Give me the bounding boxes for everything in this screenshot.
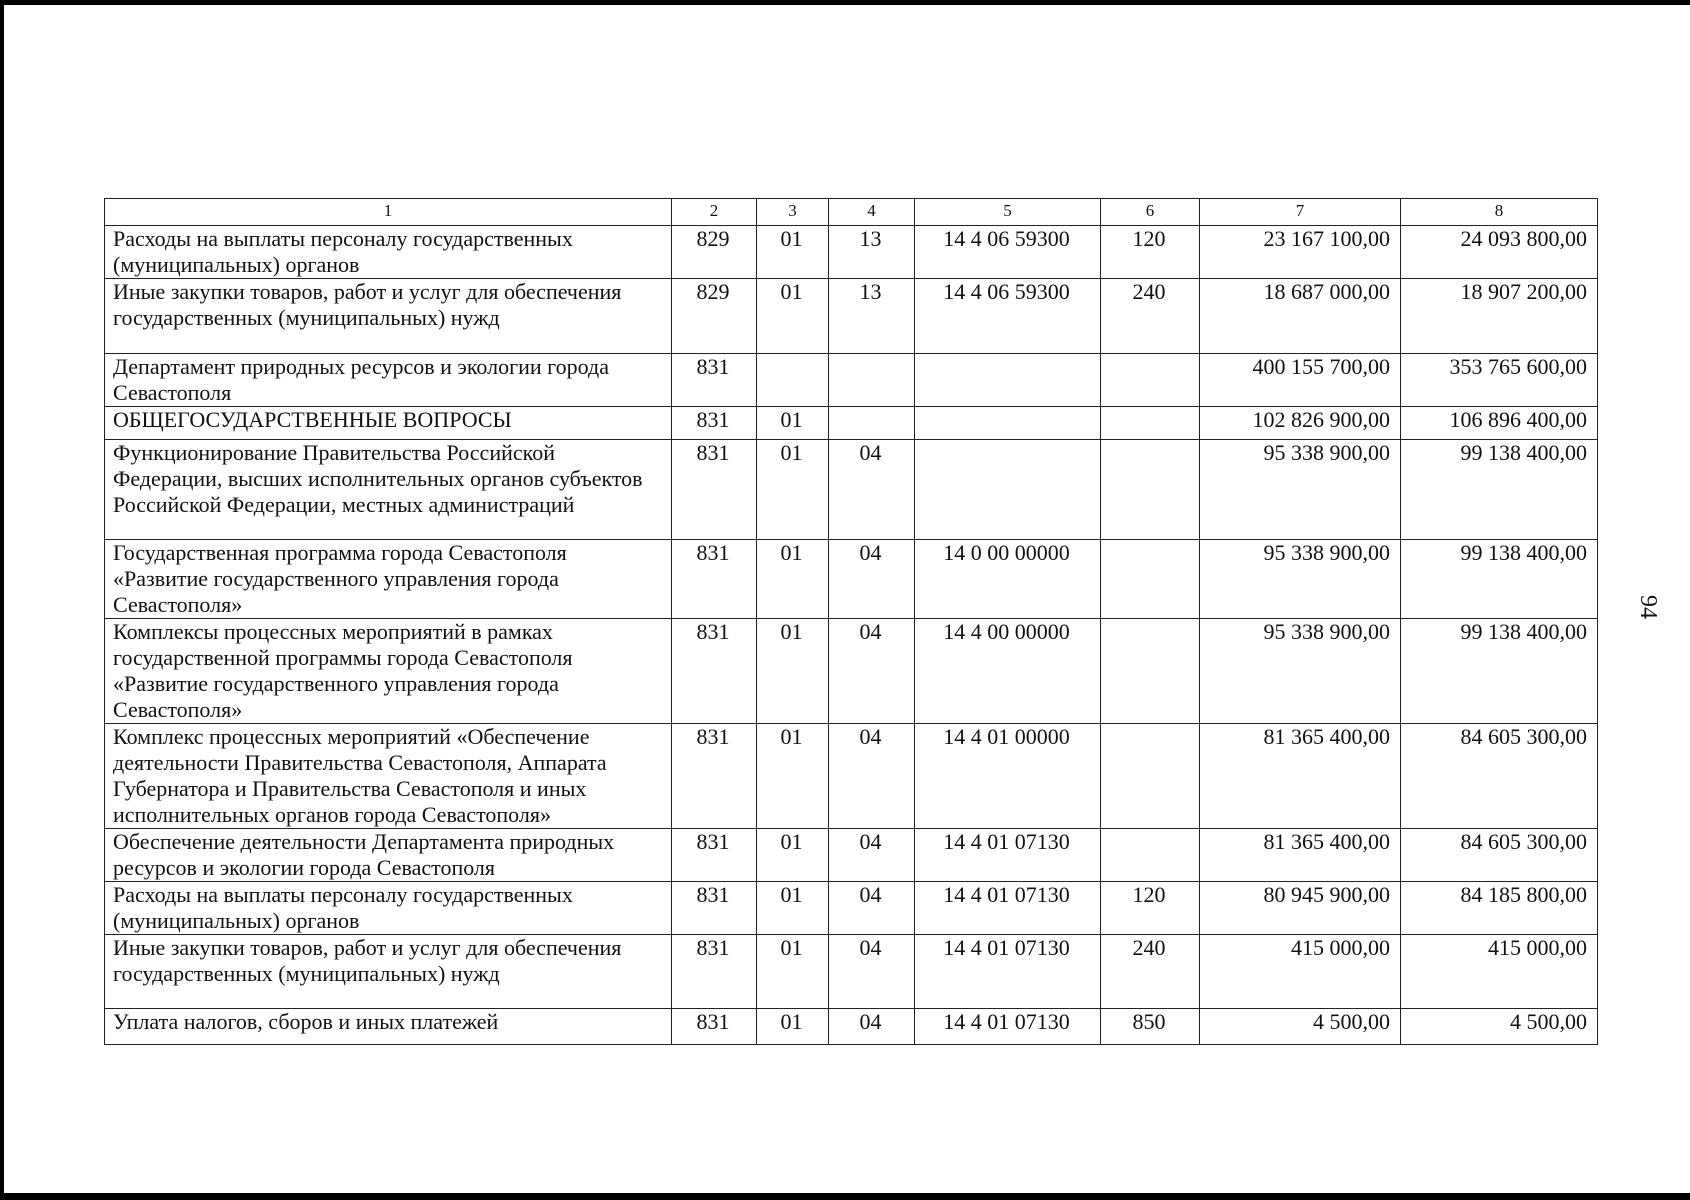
table-row bbox=[105, 1009, 1598, 1045]
admin-code-cell: 831 bbox=[672, 724, 757, 829]
item-name-cell: Комплекс процессных мероприятий «Обеспечение деятельности Правительства Севастополя, Аппарата Губернатора и Правительства Севастополя и иных исполнительных органов города Севастополя» bbox=[105, 724, 672, 829]
item-name-cell: Функционирование Правительства Российской Федерации, высших исполнительных органов субъектов Российской Федерации, местных администраций bbox=[105, 440, 672, 540]
table-row bbox=[105, 935, 1598, 1009]
item-name-cell: Расходы на выплаты персоналу государственных (муниципальных) органов bbox=[105, 226, 672, 279]
admin-code-cell: 829 bbox=[672, 279, 757, 354]
subsection-code-cell: 04 bbox=[829, 724, 915, 829]
expense-type-cell: 120 bbox=[1101, 882, 1200, 935]
admin-code-cell: 831 bbox=[672, 440, 757, 540]
amount-year-2-cell: 353 765 600,00 bbox=[1401, 354, 1598, 407]
expense-type-cell bbox=[1101, 407, 1200, 440]
column-header: 1 bbox=[105, 199, 672, 226]
target-article-cell: 14 4 06 59300 bbox=[915, 226, 1101, 279]
amount-year-2-cell: 84 605 300,00 bbox=[1401, 724, 1598, 829]
admin-code-cell: 831 bbox=[672, 935, 757, 1009]
admin-code-cell: 831 bbox=[672, 619, 757, 724]
section-code-cell: 01 bbox=[757, 407, 829, 440]
amount-year-1-cell: 80 945 900,00 bbox=[1200, 882, 1401, 935]
amount-year-2-cell: 106 896 400,00 bbox=[1401, 407, 1598, 440]
amount-year-1-cell: 81 365 400,00 bbox=[1200, 724, 1401, 829]
column-header: 4 bbox=[829, 199, 915, 226]
amount-year-2-cell: 99 138 400,00 bbox=[1401, 540, 1598, 619]
admin-code-cell: 829 bbox=[672, 226, 757, 279]
subsection-code-cell: 04 bbox=[829, 619, 915, 724]
section-code-cell: 01 bbox=[757, 279, 829, 354]
table-row bbox=[105, 882, 1598, 935]
amount-year-1-cell: 95 338 900,00 bbox=[1200, 540, 1401, 619]
amount-year-1-cell: 102 826 900,00 bbox=[1200, 407, 1401, 440]
item-name-cell: Государственная программа города Севастополя «Развитие государственного управления города Севастополя» bbox=[105, 540, 672, 619]
column-header: 2 bbox=[672, 199, 757, 226]
item-name-cell: Расходы на выплаты персоналу государственных (муниципальных) органов bbox=[105, 882, 672, 935]
section-code-cell: 01 bbox=[757, 724, 829, 829]
amount-year-1-cell: 23 167 100,00 bbox=[1200, 226, 1401, 279]
table-row bbox=[105, 619, 1598, 724]
admin-code-cell: 831 bbox=[672, 407, 757, 440]
item-name-cell: Департамент природных ресурсов и экологии города Севастополя bbox=[105, 354, 672, 407]
table-row bbox=[105, 440, 1598, 540]
target-article-cell: 14 4 01 07130 bbox=[915, 1009, 1101, 1045]
item-name-cell: Иные закупки товаров, работ и услуг для обеспечения государственных (муниципальных) нужд bbox=[105, 935, 672, 1009]
scan-border-bottom bbox=[0, 1193, 1690, 1200]
expense-type-cell bbox=[1101, 540, 1200, 619]
table-row bbox=[105, 407, 1598, 440]
target-article-cell: 14 4 01 00000 bbox=[915, 724, 1101, 829]
target-article-cell bbox=[915, 440, 1101, 540]
amount-year-2-cell: 415 000,00 bbox=[1401, 935, 1598, 1009]
target-article-cell bbox=[915, 407, 1101, 440]
item-name-cell: Комплексы процессных мероприятий в рамках государственной программы города Севастополя «Развитие государственного управления города Севастополя» bbox=[105, 619, 672, 724]
subsection-code-cell: 04 bbox=[829, 882, 915, 935]
subsection-code-cell: 13 bbox=[829, 226, 915, 279]
amount-year-1-cell: 95 338 900,00 bbox=[1200, 440, 1401, 540]
target-article-cell: 14 4 00 00000 bbox=[915, 619, 1101, 724]
section-code-cell bbox=[757, 354, 829, 407]
amount-year-2-cell: 84 185 800,00 bbox=[1401, 882, 1598, 935]
column-header: 7 bbox=[1200, 199, 1401, 226]
target-article-cell: 14 4 01 07130 bbox=[915, 935, 1101, 1009]
budget-table bbox=[104, 198, 1598, 1045]
item-name-cell: Обеспечение деятельности Департамента природных ресурсов и экологии города Севастополя bbox=[105, 829, 672, 882]
admin-code-cell: 831 bbox=[672, 354, 757, 407]
section-code-cell: 01 bbox=[757, 540, 829, 619]
subsection-code-cell: 04 bbox=[829, 1009, 915, 1045]
column-header: 3 bbox=[757, 199, 829, 226]
expense-type-cell: 850 bbox=[1101, 1009, 1200, 1045]
amount-year-2-cell: 84 605 300,00 bbox=[1401, 829, 1598, 882]
table-row bbox=[105, 226, 1598, 279]
admin-code-cell: 831 bbox=[672, 1009, 757, 1045]
subsection-code-cell: 04 bbox=[829, 540, 915, 619]
amount-year-2-cell: 99 138 400,00 bbox=[1401, 440, 1598, 540]
admin-code-cell: 831 bbox=[672, 540, 757, 619]
amount-year-2-cell: 4 500,00 bbox=[1401, 1009, 1598, 1045]
table-row bbox=[105, 724, 1598, 829]
amount-year-1-cell: 81 365 400,00 bbox=[1200, 829, 1401, 882]
column-header: 5 bbox=[915, 199, 1101, 226]
column-header: 8 bbox=[1401, 199, 1598, 226]
scan-border-left bbox=[0, 0, 4, 1200]
section-code-cell: 01 bbox=[757, 1009, 829, 1045]
table-row bbox=[105, 829, 1598, 882]
table-body bbox=[105, 226, 1598, 1045]
table-row bbox=[105, 540, 1598, 619]
item-name-cell: Иные закупки товаров, работ и услуг для обеспечения государственных (муниципальных) нужд bbox=[105, 279, 672, 354]
scan-border-top bbox=[0, 0, 1690, 5]
admin-code-cell: 831 bbox=[672, 829, 757, 882]
subsection-code-cell: 04 bbox=[829, 935, 915, 1009]
amount-year-2-cell: 24 093 800,00 bbox=[1401, 226, 1598, 279]
section-code-cell: 01 bbox=[757, 829, 829, 882]
expense-type-cell bbox=[1101, 724, 1200, 829]
expense-type-cell bbox=[1101, 354, 1200, 407]
column-header: 6 bbox=[1101, 199, 1200, 226]
target-article-cell: 14 4 01 07130 bbox=[915, 882, 1101, 935]
target-article-cell: 14 0 00 00000 bbox=[915, 540, 1101, 619]
expense-type-cell bbox=[1101, 619, 1200, 724]
amount-year-2-cell: 99 138 400,00 bbox=[1401, 619, 1598, 724]
amount-year-1-cell: 4 500,00 bbox=[1200, 1009, 1401, 1045]
page-number: 94 bbox=[1635, 595, 1661, 619]
section-code-cell: 01 bbox=[757, 882, 829, 935]
target-article-cell: 14 4 06 59300 bbox=[915, 279, 1101, 354]
expense-type-cell: 120 bbox=[1101, 226, 1200, 279]
subsection-code-cell: 13 bbox=[829, 279, 915, 354]
expense-type-cell: 240 bbox=[1101, 935, 1200, 1009]
table-row bbox=[105, 354, 1598, 407]
subsection-code-cell bbox=[829, 354, 915, 407]
subsection-code-cell: 04 bbox=[829, 440, 915, 540]
subsection-code-cell bbox=[829, 407, 915, 440]
target-article-cell bbox=[915, 354, 1101, 407]
amount-year-1-cell: 415 000,00 bbox=[1200, 935, 1401, 1009]
item-name-cell: Уплата налогов, сборов и иных платежей bbox=[105, 1009, 672, 1045]
header-row bbox=[105, 199, 1598, 226]
amount-year-1-cell: 400 155 700,00 bbox=[1200, 354, 1401, 407]
amount-year-2-cell: 18 907 200,00 bbox=[1401, 279, 1598, 354]
section-code-cell: 01 bbox=[757, 226, 829, 279]
expense-type-cell bbox=[1101, 440, 1200, 540]
table-row bbox=[105, 279, 1598, 354]
expense-type-cell bbox=[1101, 829, 1200, 882]
section-code-cell: 01 bbox=[757, 440, 829, 540]
admin-code-cell: 831 bbox=[672, 882, 757, 935]
amount-year-1-cell: 95 338 900,00 bbox=[1200, 619, 1401, 724]
subsection-code-cell: 04 bbox=[829, 829, 915, 882]
target-article-cell: 14 4 01 07130 bbox=[915, 829, 1101, 882]
item-name-cell: ОБЩЕГОСУДАРСТВЕННЫЕ ВОПРОСЫ bbox=[105, 407, 672, 440]
amount-year-1-cell: 18 687 000,00 bbox=[1200, 279, 1401, 354]
expense-type-cell: 240 bbox=[1101, 279, 1200, 354]
section-code-cell: 01 bbox=[757, 935, 829, 1009]
section-code-cell: 01 bbox=[757, 619, 829, 724]
